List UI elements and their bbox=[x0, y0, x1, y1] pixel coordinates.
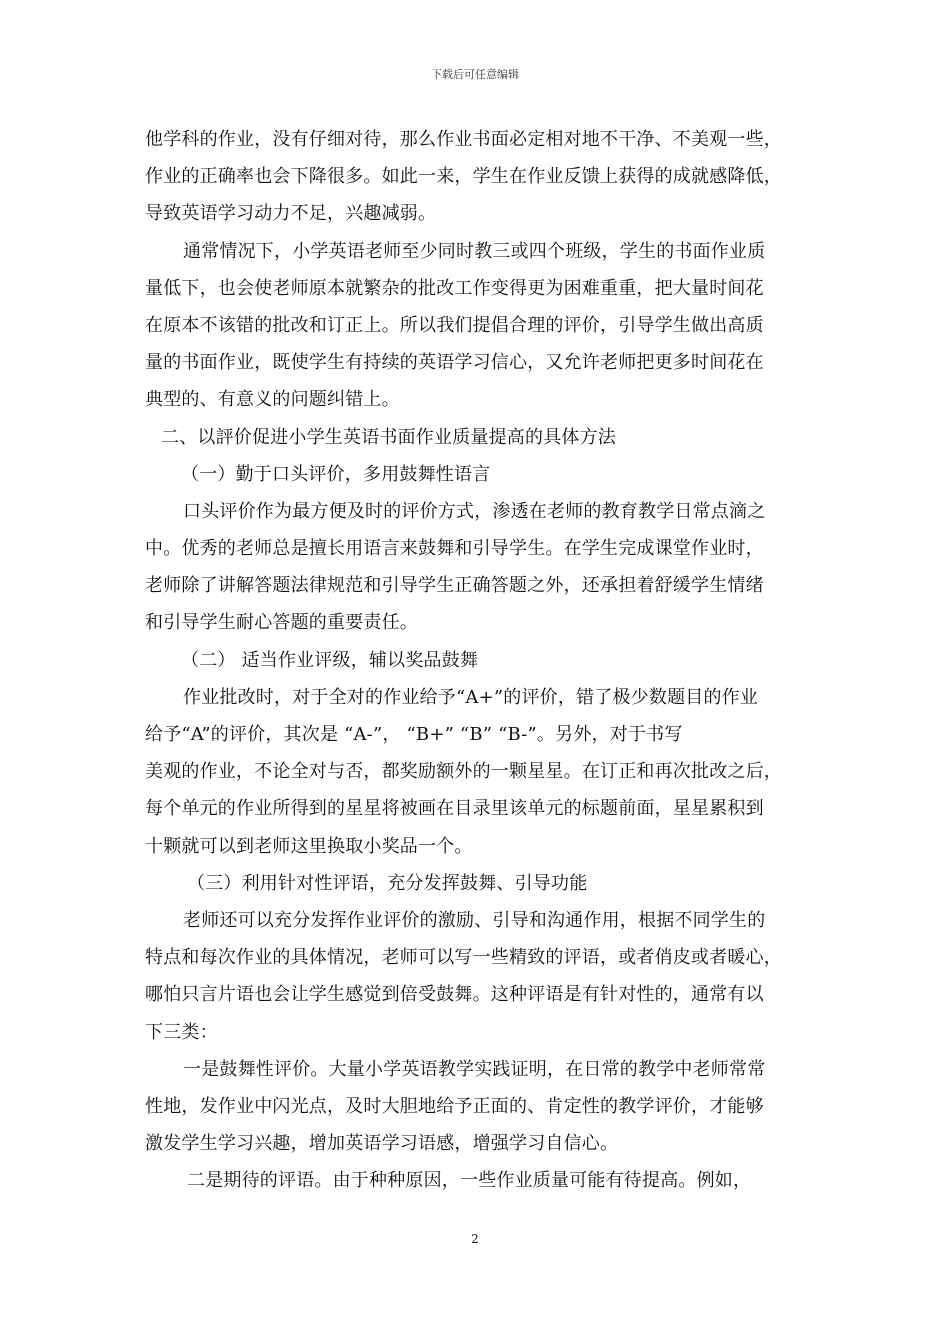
paragraph-start-line: 通常情况下，小学英语老师至少同时教三或四个班级，学生的书面作业质 bbox=[183, 240, 766, 262]
page-header: 下载后可任意编辑 bbox=[431, 68, 519, 81]
body-line: 激发学生学习兴趣，增加英语学习语感，增强学习自信心。 bbox=[145, 1133, 619, 1155]
body-line: 和引导学生耐心答题的重要责任。 bbox=[145, 612, 418, 634]
paragraph-start-line: 口头评价作为最方便及时的评价方式，渗透在老师的教育教学日常点滴之 bbox=[183, 500, 766, 522]
paragraph-start-line: 一是鼓舞性评价。大量小学英语教学实践证明，在日常的教学中老师常常 bbox=[183, 1058, 766, 1080]
body-line: 美观的作业，不论全对与否，都奖励额外的一颗星星。在订正和再次批改之后， bbox=[145, 761, 782, 783]
document-body bbox=[145, 121, 810, 1199]
body-line: 每个单元的作业所得到的星星将被画在目录里该单元的标题前面，星星累积到 bbox=[145, 798, 764, 820]
paragraph-start-line: 二是期待的评语。由于种种原因，一些作业质量可能有待提高。例如， bbox=[187, 1170, 752, 1192]
subsection-heading: （二） 适当作业评级，辅以奖品鼓舞 bbox=[181, 649, 479, 671]
section-heading: 二、以評价促进小学生英语书面作业质量提高的具体方法 bbox=[161, 426, 616, 448]
page-number: 2 bbox=[471, 1232, 479, 1246]
body-line: 在原本不该错的批改和订正上。所以我们提倡合理的评价，引导学生做出高质 bbox=[145, 314, 764, 336]
body-line: 特点和每次作业的具体情况，老师可以写一些精致的评语，或者俏皮或者暖心， bbox=[145, 947, 782, 969]
body-line: 老师除了讲解答题法律规范和引导学生正确答题之外，还承担着舒缓学生情绪 bbox=[145, 575, 764, 597]
body-line: 十颗就可以到老师这里换取小奖品一个。 bbox=[145, 835, 473, 857]
body-line: 哪怕只言片语也会让学生感觉到倍受鼓舞。这种评语是有针对性的，通常有以 bbox=[145, 984, 764, 1006]
body-line: 量的书面作业，既使学生有持续的英语学习信心，又允许老师把更多时间花在 bbox=[145, 352, 764, 374]
body-line: 典型的、有意义的问题纠错上。 bbox=[145, 389, 400, 411]
body-line: 性地，发作业中闪光点，及时大胆地给予正面的、肯定性的教学评价，才能够 bbox=[145, 1095, 764, 1117]
subsection-heading: （一）勤于口头评价，多用鼓舞性语言 bbox=[181, 463, 491, 485]
body-line: 量低下，也会使老师原本就繁杂的批改工作变得更为困难重重，把大量时间花 bbox=[145, 277, 764, 299]
body-line: 他学科的作业，没有仔细对待，那么作业书面必定相对地不干净、不美观一些， bbox=[145, 129, 782, 150]
body-line: 给予“A”的评价，其次是 “A-”， “B+” “B” “B-”。另外，对于书写 bbox=[145, 724, 683, 745]
subsection-heading: （三）利用针对性评语，充分发挥鼓舞、引导功能 bbox=[187, 872, 588, 894]
body-line: 导致英语学习动力不足，兴趣减弱。 bbox=[145, 203, 437, 225]
paragraph-start-line: 老师还可以充分发挥作业评价的激励、引导和沟通作用，根据不同学生的 bbox=[183, 909, 766, 931]
body-line: 作业的正确率也会下降很多。如此一来，学生在作业反馈上获得的成就感降低， bbox=[145, 166, 782, 188]
body-line: 下三类： bbox=[145, 1021, 218, 1043]
paragraph-start-line: 作业批改时，对于全对的作业给予“A+”的评价，错了极少数题目的作业 bbox=[183, 686, 759, 708]
body-line: 中。优秀的老师总是擅长用语言来鼓舞和引导学生。在学生完成课堂作业时， bbox=[145, 538, 764, 560]
